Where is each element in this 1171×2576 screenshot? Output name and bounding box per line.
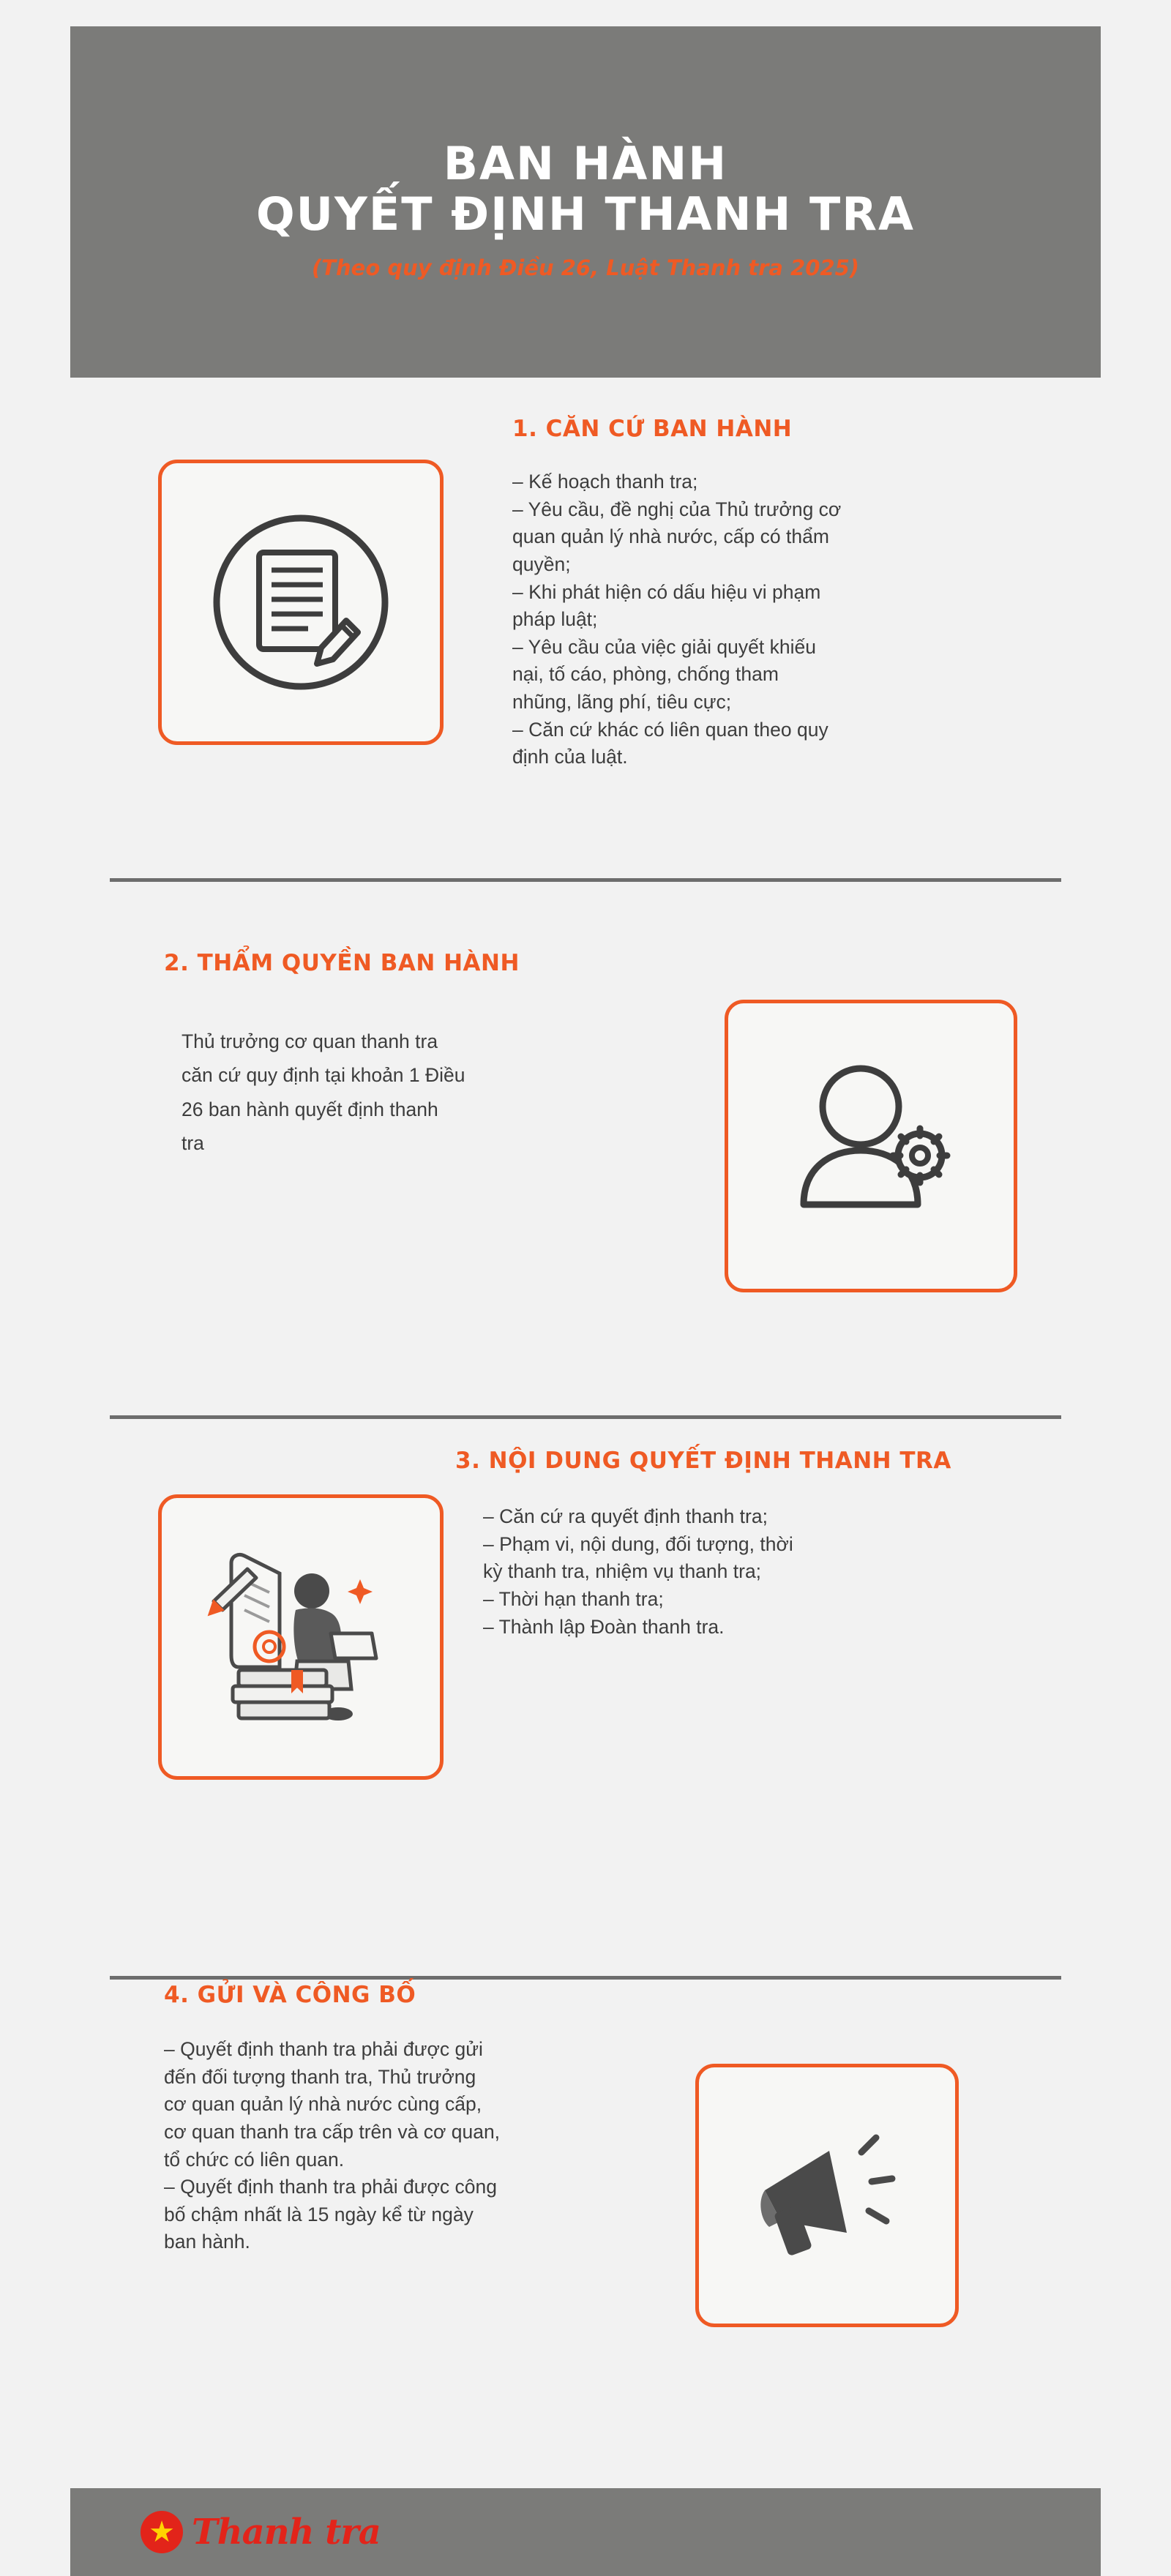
person-studying-books-icon bbox=[162, 1498, 440, 1776]
section-2-line: 26 ban hành quyết định thanh bbox=[182, 1098, 438, 1120]
section-4-line: bố chậm nhất là 15 ngày kể từ ngày bbox=[164, 2203, 474, 2225]
section-1-line: quyền; bbox=[512, 553, 571, 575]
page-subtitle: (Theo quy định Điều 26, Luật Thanh tra 2025) bbox=[311, 255, 860, 281]
section-1-line: nại, tố cáo, phòng, chống tham bbox=[512, 663, 779, 686]
section-1 bbox=[0, 395, 1171, 907]
section-1-line: – Căn cứ khác có liên quan theo quy bbox=[512, 718, 828, 741]
section-2-line: căn cứ quy định tại khoản 1 Điều bbox=[182, 1064, 465, 1087]
section-2-line: tra bbox=[182, 1132, 204, 1155]
page-title-line1: BAN HÀNH bbox=[443, 136, 728, 190]
section-1-line: – Yêu cầu của việc giải quyết khiếu bbox=[512, 635, 816, 658]
section-1-line: nhũng, lãng phí, tiêu cực; bbox=[512, 691, 732, 713]
section-4-title: 4. GỬI VÀ CÔNG BỐ bbox=[164, 1982, 416, 2008]
page-title bbox=[256, 138, 915, 240]
section-4-body bbox=[164, 2036, 676, 2256]
section-3-icon-frame bbox=[158, 1494, 444, 1780]
footer-bar bbox=[70, 2488, 1101, 2576]
section-4-line: – Quyết định thanh tra phải được gửi bbox=[164, 2038, 483, 2060]
section-3 bbox=[0, 1412, 1171, 1866]
section-3-line: kỳ thanh tra, nhiệm vụ thanh tra; bbox=[483, 1560, 762, 1583]
header-banner bbox=[70, 26, 1101, 378]
star-icon: ★ bbox=[141, 2511, 183, 2553]
section-4-line: – Quyết định thanh tra phải được công bbox=[164, 2176, 497, 2198]
section-1-line: định của luật. bbox=[512, 746, 628, 768]
section-1-line: quan quản lý nhà nước, cấp có thẩm bbox=[512, 525, 829, 548]
page-title-line2: QUYẾT ĐỊNH THANH TRA bbox=[255, 187, 916, 241]
section-4-line: cơ quan thanh tra cấp trên và cơ quan, bbox=[164, 2120, 501, 2143]
section-1-line: – Yêu cầu, đề nghị của Thủ trưởng cơ bbox=[512, 498, 842, 520]
section-divider-1 bbox=[110, 878, 1061, 882]
section-1-body bbox=[512, 468, 1017, 771]
section-3-body bbox=[483, 1503, 981, 1641]
section-1-title: 1. CĂN CỨ BAN HÀNH bbox=[512, 416, 793, 442]
section-1-line: pháp luật; bbox=[512, 608, 598, 631]
section-3-line: – Căn cứ ra quyết định thanh tra; bbox=[483, 1505, 768, 1527]
section-1-line: – Kế hoạch thanh tra; bbox=[512, 471, 698, 493]
user-gear-icon bbox=[728, 1003, 1014, 1289]
section-4 bbox=[0, 1947, 1171, 2444]
section-3-line: – Thành lập Đoàn thanh tra. bbox=[483, 1615, 725, 1638]
section-1-line: – Khi phát hiện có dấu hiệu vi phạm bbox=[512, 580, 821, 603]
section-2-title: 2. THẨM QUYỀN BAN HÀNH bbox=[164, 950, 520, 976]
section-4-line: cơ quan quản lý nhà nước cùng cấp, bbox=[164, 2093, 482, 2116]
section-2 bbox=[0, 913, 1171, 1382]
section-1-icon-frame bbox=[158, 460, 444, 745]
section-2-line: Thủ trưởng cơ quan thanh tra bbox=[182, 1030, 438, 1052]
section-4-line: ban hành. bbox=[164, 2231, 250, 2253]
section-3-line: – Thời hạn thanh tra; bbox=[483, 1587, 664, 1610]
section-4-icon-frame bbox=[695, 2064, 959, 2327]
section-2-icon-frame bbox=[725, 1000, 1017, 1292]
section-4-line: đến đối tượng thanh tra, Thủ trưởng bbox=[164, 2065, 476, 2088]
section-3-title: 3. NỘI DUNG QUYẾT ĐỊNH THANH TRA bbox=[455, 1448, 951, 1474]
section-4-line: tổ chức có liên quan. bbox=[164, 2148, 345, 2171]
megaphone-icon bbox=[699, 2067, 955, 2324]
section-3-line: – Phạm vi, nội dung, đối tượng, thời bbox=[483, 1532, 793, 1555]
document-pencil-circle-icon bbox=[162, 463, 440, 741]
section-2-body bbox=[182, 1025, 591, 1161]
footer-logo-text: Thanh tra bbox=[192, 2512, 381, 2553]
